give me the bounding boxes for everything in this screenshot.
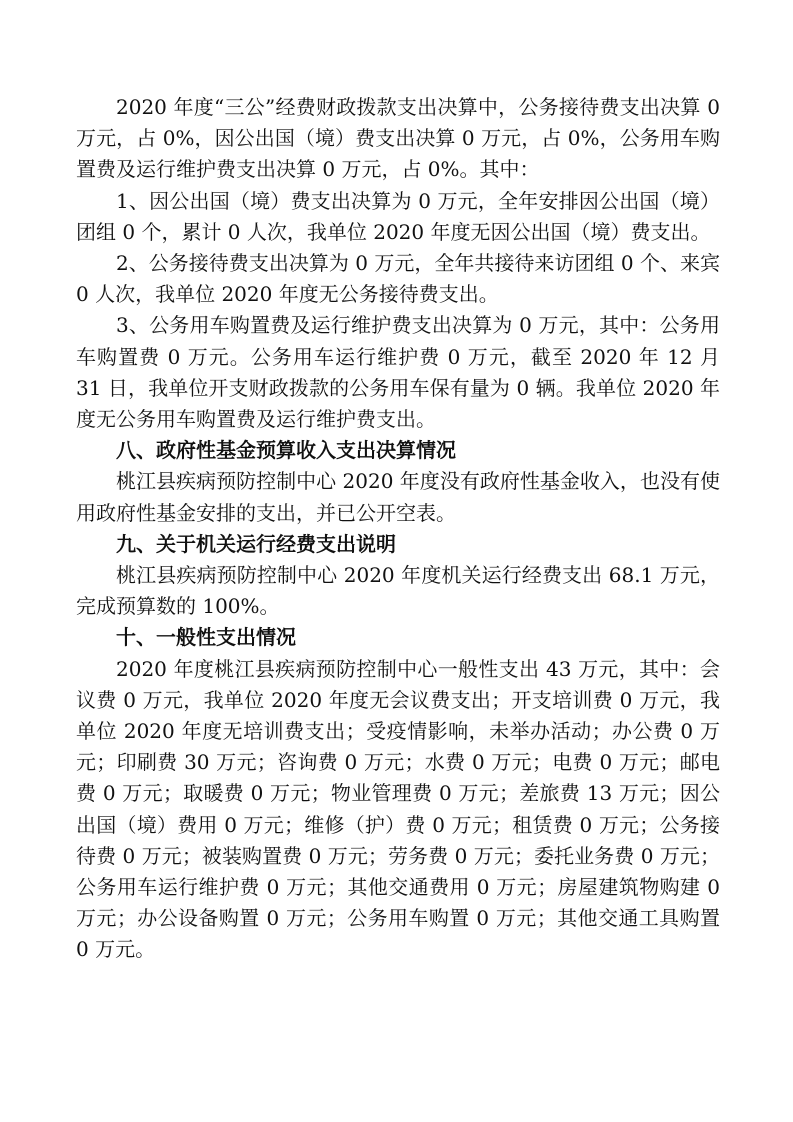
paragraph-official-reception: 2、公务接待费支出决算为 0 万元，全年共接待来访团组 0 个、来宾 0 人次，我单位 2020 年度无公务接待费支出。 — [76, 251, 720, 307]
paragraph-operating-expenses: 桃江县疾病预防控制中心 2020 年度机关运行经费支出 68.1 万元，完成预算数的 100%。 — [76, 563, 720, 619]
paragraph-overseas-travel: 1、因公出国（境）费支出决算为 0 万元，全年安排因公出国（境）团组 0 个，累计 0 人次，我单位 2020 年度无因公出国（境）费支出。 — [76, 188, 720, 244]
document-page — [76, 92, 720, 966]
paragraph-official-vehicles: 3、公务用车购置费及运行维护费支出决算为 0 万元，其中：公务用车购置费 0 万元。公务用车运行维护费 0 万元，截至 2020 年 12 月 31 日，我单位开支财政拨款的公务用车保有量为 0 辆。我单位 2020 年度无公务用车购置费及运行维护费支出。 — [76, 313, 720, 432]
section-heading-operating-expenses: 九、关于机关运行经费支出说明 — [116, 531, 396, 556]
paragraph-general-expenditure: 2020 年度桃江县疾病预防控制中心一般性支出 43 万元，其中：会议费 0 万元，我单位 2020 年度无会议费支出；开支培训费 0 万元，我单位 2020 年度无培训费支出；受疫情影响，未举办活动；办公费 0 万元；印刷费 30 万元；咨询费 0 万元；水费 0 万元；电费 0 万元；邮电费 0 万元；取暖费 0 万元；物业管理费 0 万元；差旅费 13 万元；因公出国（境）费用 0 万元；维修（护）费 0 万元；租赁费 0 万元；公务接待费 0 万元；被装购置费 0 万元；劳务费 0 万元；委托业务费 0 万元；公务用车运行维护费 0 万元；其他交通费用 0 万元；房屋建筑物购建 0 万元；办公设备购置 0 万元；公务用车购置 0 万元；其他交通工具购置 0 万元。 — [76, 656, 720, 962]
paragraph-three-public-summary: 2020 年度“三公”经费财政拨款支出决算中，公务接待费支出决算 0 万元，占 0%，因公出国（境）费支出决算 0 万元，占 0%，公务用车购置费及运行维护费支出决算 0 万元，占 0%。其中： — [76, 95, 720, 182]
section-heading-general-expenditure: 十、一般性支出情况 — [116, 625, 296, 650]
section-heading-government-fund: 八、政府性基金预算收入支出决算情况 — [116, 438, 456, 463]
paragraph-government-fund: 桃江县疾病预防控制中心 2020 年度没有政府性基金收入，也没有使用政府性基金安排的支出，并已公开空表。 — [76, 469, 720, 525]
